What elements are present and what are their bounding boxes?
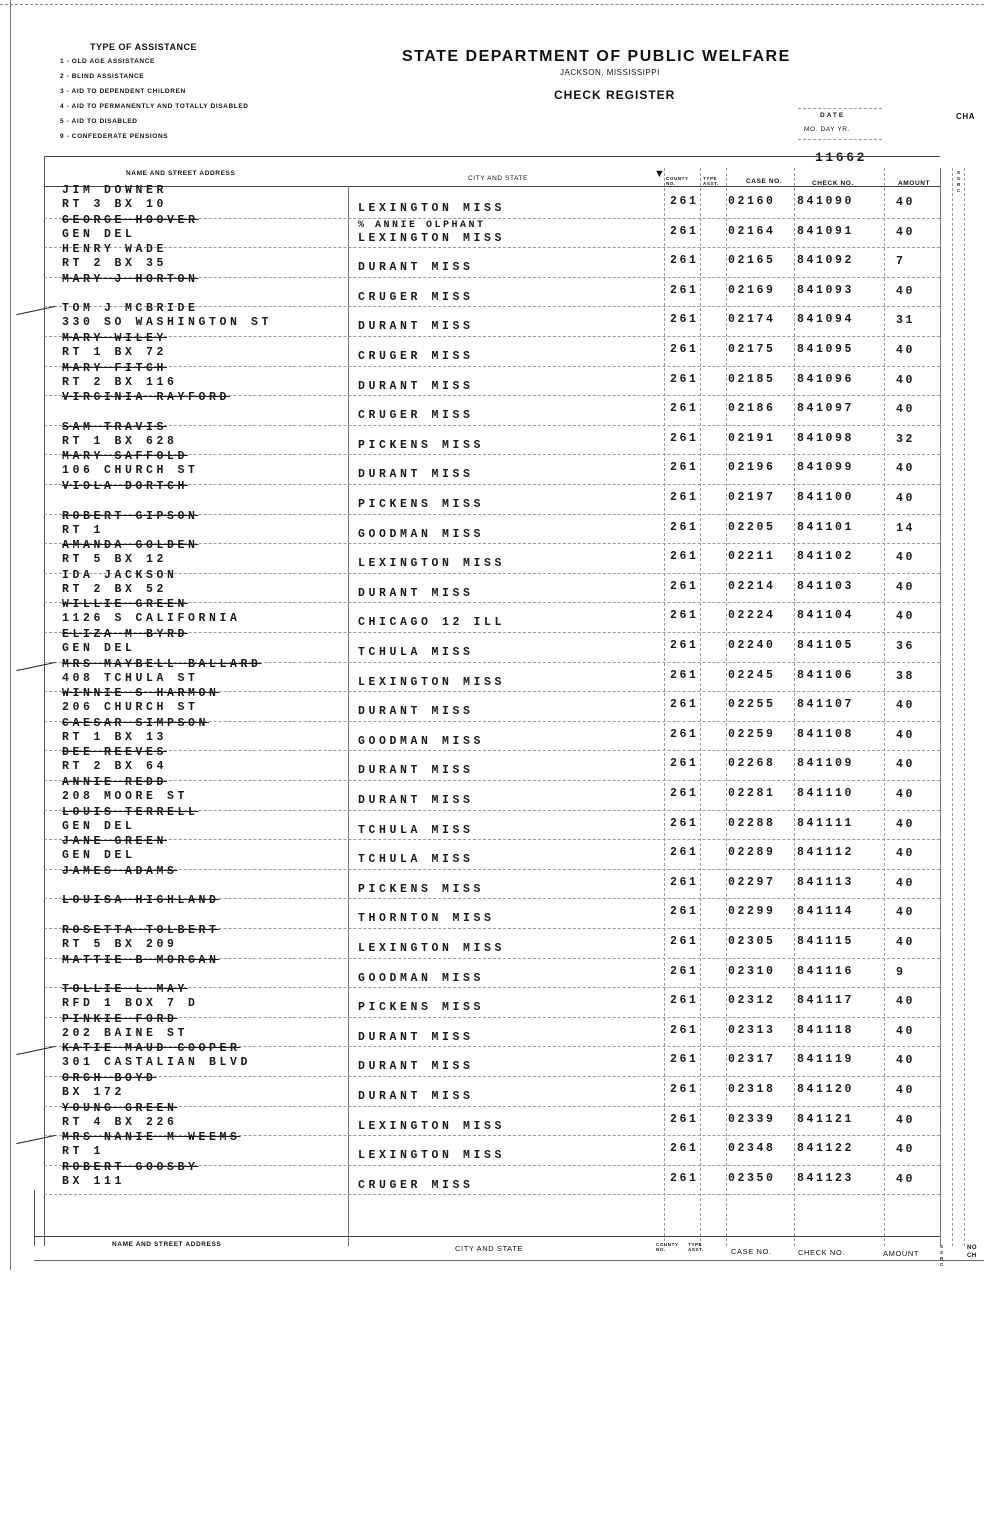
entry-city: CRUGER MISS [358,350,474,363]
entry-address: RT 2 BX 52 [62,582,168,596]
entry-case: 02196 [728,461,776,475]
entry-address: RT 2 BX 35 [62,257,168,271]
entry-name: VIRGINIA RAYFORD [62,391,231,405]
entry-amount: 40 [896,225,916,239]
entry-city: DURANT MISS [358,261,474,275]
entry-amount: 40 [896,1113,916,1127]
entry-county: 261 [670,787,699,800]
entry-city: GOODMAN MISS [358,971,485,985]
footer-amount: AMOUNT [883,1249,920,1258]
col-header-city: CITY AND STATE [468,175,529,182]
entry-amount: 40 [896,728,916,742]
entry-check: 841118 [797,1023,855,1037]
entry-check: 841094 [797,313,855,327]
entry-name: MARY WILEY [62,332,168,345]
col-divider [940,168,941,1246]
entry-address: BX 172 [62,1086,126,1099]
entry-address: RT 3 BX 10 [62,198,168,211]
entry-county: 261 [670,254,699,268]
entry-city: DURANT MISS [358,379,474,393]
header-rule [44,156,940,157]
entry-name: MARY J HORTON [62,272,199,286]
entry-city: DURANT MISS [358,320,474,334]
entry-check: 841100 [797,491,855,504]
entry-amount: 40 [896,788,916,801]
entry-county: 261 [670,875,699,889]
entry-name: WINNIE S HARMON [62,687,220,701]
entry-name: IDA JACKSON [62,568,178,582]
entry-county: 261 [670,727,699,741]
entry-county: 261 [670,1142,699,1156]
entry-case: 02160 [728,195,776,208]
entry-city: LEXINGTON MISS [358,557,506,571]
entry-county: 261 [670,195,699,208]
check-mark-icon [16,1135,55,1144]
entry-city: TCHULA MISS [358,823,474,837]
entry-amount: 40 [896,906,916,920]
entry-amount: 36 [896,640,916,653]
entry-county: 261 [670,1053,699,1067]
legend-item: 5 - AID TO DISABLED [60,118,138,125]
entry-city: DURANT MISS [358,764,474,778]
legend-item: 2 - BLIND ASSISTANCE [60,73,145,80]
date-label: DATE [820,112,846,119]
entry-check: 841116 [797,964,855,978]
entry-county: 261 [670,1171,699,1185]
check-mark-icon [16,1046,55,1055]
entry-case: 02164 [728,224,776,238]
entry-city: GOODMAN MISS [358,527,485,541]
entry-amount: 40 [896,1024,916,1038]
entry-check: 841096 [797,372,855,386]
entry-county: 261 [670,431,699,445]
entry-check: 841090 [797,195,855,208]
cut-label: CHA [956,112,976,121]
entry-name: MARY FITCH [62,361,168,375]
entry-check: 841091 [797,224,855,238]
entry-city: LEXINGTON MISS [358,1119,506,1133]
entry-case: 02165 [728,254,776,268]
entry-name: LOUISA HIGHLAND [62,894,220,908]
entry-name: MRS NANIE M WEEMS [62,1131,241,1145]
entry-name: ROSETTA TOLBERT [62,924,220,937]
entry-name: CAESAR SIMPSON [62,716,210,730]
entry-check: 841102 [797,550,855,564]
col-divider [700,168,701,1246]
row-separator [44,1076,940,1077]
entry-case: 02289 [728,846,776,860]
entry-name: YOUNG GREEN [62,1101,178,1115]
entry-amount: 9 [896,965,906,979]
entry-check: 841115 [797,935,855,948]
entry-address: 208 MOORE ST [62,790,189,803]
entry-address: 106 CHURCH ST [62,464,199,478]
entry-case: 02288 [728,816,776,830]
entry-city: GOODMAN MISS [358,734,485,748]
entry-check: 841111 [797,816,855,830]
entry-case: 02299 [728,905,776,919]
entry-amount: 40 [896,403,916,417]
entry-county: 261 [670,579,699,593]
entry-address: RT 2 BX 64 [62,760,168,774]
entry-county: 261 [670,964,699,978]
entry-name: ROBERT GIPSON [62,509,199,523]
entry-case: 02175 [728,343,776,356]
entry-case: 02214 [728,579,776,593]
entry-address: RT 4 BX 226 [62,1115,178,1129]
entry-city: DURANT MISS [358,794,474,807]
date-fields: MO. DAY YR. [804,126,850,133]
entry-name: LOUIS TERRELL [62,805,199,819]
entry-city: LEXINGTON MISS [358,1149,506,1163]
entry-amount: 40 [896,1054,916,1068]
footer-county: COUNTY NO. [656,1242,679,1252]
entry-case: 02350 [728,1171,776,1185]
entry-amount: 40 [896,610,916,624]
entry-case: 02169 [728,283,776,297]
footer-noch: NO CH [967,1245,978,1259]
entry-name: MATTIE B MORGAN [62,953,220,967]
entry-case: 02305 [728,935,776,948]
entry-county: 261 [670,283,699,297]
entry-city: PICKENS MISS [358,882,485,896]
row-separator [44,336,940,337]
col-divider [884,168,885,1246]
entry-case: 02255 [728,698,776,712]
entry-amount: 40 [896,284,916,298]
down-arrow-icon: ▼ [654,168,665,180]
legend-item: 3 - AID TO DEPENDENT CHILDREN [60,88,186,95]
entry-name: KATIE MAUD COOPER [62,1042,241,1056]
entry-amount: 40 [896,1084,916,1097]
entry-county: 261 [670,520,699,534]
entry-name: GEORGE HOOVER [62,213,199,227]
entry-address: RT 5 BX 12 [62,553,168,567]
entry-name: TOM J MCBRIDE [62,302,199,316]
entry-city: DURANT MISS [358,468,474,482]
entry-check: 841105 [797,639,855,652]
batch-number: 11662 [815,150,868,165]
entry-county: 261 [670,1083,699,1096]
entry-address: RFD 1 BOX 7 D [62,997,199,1011]
entry-amount: 40 [896,995,916,1009]
entry-amount: 40 [896,699,916,713]
entry-amount: 40 [896,936,916,949]
entry-city: PICKENS MISS [358,498,485,511]
entry-amount: 40 [896,1172,916,1186]
entry-city: TCHULA MISS [358,853,474,867]
header-rule-bottom [44,186,940,187]
entry-name: MARY SAFFOLD [62,450,189,464]
entry-case: 02268 [728,757,776,771]
entry-case: 02186 [728,402,776,416]
entry-case: 02313 [728,1023,776,1037]
entry-case: 02281 [728,787,776,800]
entry-city: DURANT MISS [358,1060,474,1074]
entry-address: GEN DEL [62,642,136,655]
entry-check: 841121 [797,1112,855,1126]
col-header-amount: AMOUNT [898,180,931,187]
entry-case: 02317 [728,1053,776,1067]
page-title: STATE DEPARTMENT OF PUBLIC WELFARE [402,48,791,65]
entry-check: 841092 [797,254,855,268]
entry-name: AMANDA GOLDEN [62,539,199,553]
check-mark-icon [16,661,55,670]
entry-name: JIM DOWNER [62,184,168,197]
entry-address: GEN DEL [62,849,136,863]
entry-amount: 38 [896,669,916,683]
entry-amount: 40 [896,344,916,357]
entry-case: 02245 [728,668,776,682]
footer-case: CASE NO. [731,1247,772,1256]
entry-address: RT 1 BX 13 [62,730,168,744]
entry-check: 841103 [797,579,855,593]
entry-amount: 40 [896,580,916,594]
col-header-county: COUNTY NO. [666,176,689,186]
entry-address: 301 CASTALIAN BLVD [62,1056,252,1070]
entry-check: 841108 [797,727,855,741]
col-header-check: CHECK NO. [812,180,854,187]
entry-case: 02205 [728,520,776,534]
entry-check: 841117 [797,994,855,1008]
col-divider [952,168,953,1246]
location: JACKSON, MISSISSIPPI [560,68,660,77]
entry-address: 408 TCHULA ST [62,671,199,685]
entry-county: 261 [670,491,699,504]
entry-county: 261 [670,224,699,238]
entry-address: 1126 S CALIFORNIA [62,612,241,626]
col-header-type: TYPE ASST. [703,176,719,186]
entry-case: 02348 [728,1142,776,1156]
entry-city: LEXINGTON MISS [358,942,506,955]
entry-county: 261 [670,461,699,475]
entry-name: JANE GREEN [62,835,168,849]
entry-case: 02197 [728,491,776,504]
entry-address: 202 BAINE ST [62,1026,189,1040]
entry-amount: 40 [896,1143,916,1157]
entry-check: 841114 [797,905,855,919]
col-header-src: S S R C [957,170,961,193]
entry-check: 841107 [797,698,855,712]
entry-check: 841104 [797,609,855,623]
entry-city: DURANT MISS [358,1090,474,1103]
row-separator [44,1106,940,1107]
entry-case: 02339 [728,1112,776,1126]
entry-case: 02318 [728,1083,776,1096]
entry-check: 841101 [797,520,855,534]
entry-county: 261 [670,757,699,771]
col-divider [726,168,727,1246]
entry-county: 261 [670,846,699,860]
entry-check: 841119 [797,1053,855,1067]
entry-county: 261 [670,1112,699,1126]
row-separator [44,869,940,870]
entry-address: RT 1 [62,1145,105,1159]
footer-city: CITY AND STATE [455,1244,523,1253]
legend-item: 4 - AID TO PERMANENTLY AND TOTALLY DISABLED [60,103,249,110]
left-binding-line [10,0,11,1270]
legend-title: TYPE OF ASSISTANCE [90,42,198,52]
entry-amount: 32 [896,432,916,446]
entry-amount: 40 [896,551,916,565]
row-separator [44,366,940,367]
col-divider [964,168,965,1246]
entry-amount: 40 [896,758,916,772]
entry-city: DURANT MISS [358,586,474,600]
col-divider [34,1190,35,1246]
col-header-case: CASE NO. [746,178,783,185]
entry-check: 841113 [797,875,855,889]
entry-city: DURANT MISS [358,1030,474,1044]
entry-name: DEE REEVES [62,746,168,760]
row-separator [44,1194,940,1195]
col-header-name: NAME AND STREET ADDRESS [126,170,236,177]
footer-name: NAME AND STREET ADDRESS [112,1241,222,1248]
entry-name: ELIZA M BYRD [62,628,189,641]
entry-name: ORGH BOYD [62,1072,157,1085]
row-separator [44,780,940,781]
entry-case: 02259 [728,727,776,741]
entry-case: 02312 [728,994,776,1008]
footer-rule [34,1236,940,1237]
entry-name: WILLIE GREEN [62,598,189,612]
entry-check: 841109 [797,757,855,771]
entry-name: VIOLA DORTCH [62,480,189,493]
entry-check: 841112 [797,846,855,860]
entry-county: 261 [670,313,699,327]
entry-case: 02174 [728,313,776,327]
entry-county: 261 [670,994,699,1008]
entry-amount: 40 [896,876,916,890]
entry-name: ROBERT GOOSBY [62,1160,199,1174]
entry-address: RT 2 BX 116 [62,375,178,389]
entry-county: 261 [670,698,699,712]
entry-amount: 14 [896,521,916,535]
entry-name: PINKIE FORD [62,1012,178,1026]
entry-name: MRS MAYBELL BALLARD [62,657,262,671]
entry-city: CRUGER MISS [358,409,474,423]
legend-item: 1 - OLD AGE ASSISTANCE [60,58,155,65]
entry-check: 841122 [797,1142,855,1156]
entry-county: 261 [670,343,699,356]
entry-county: 261 [670,609,699,623]
entry-check: 841097 [797,402,855,416]
entry-county: 261 [670,1023,699,1037]
entry-county: 261 [670,816,699,830]
entry-county: 261 [670,639,699,652]
footer-rule-bottom [34,1260,984,1261]
entry-city-note: % ANNIE OLPHANT [358,219,486,231]
footer-src: S S R C [940,1244,944,1267]
col-divider [348,186,349,1246]
entry-address: RT 1 BX 628 [62,434,178,448]
table-left-border [44,156,45,1246]
register-title: CHECK REGISTER [554,88,676,102]
entry-address: BX 111 [62,1174,126,1188]
entry-amount: 7 [896,255,906,269]
entry-amount: 40 [896,373,916,387]
entry-city: CRUGER MISS [358,290,474,304]
entry-address: RT 5 BX 209 [62,938,178,951]
entry-check: 841123 [797,1171,855,1185]
entry-city: CHICAGO 12 ILL [358,616,506,630]
entry-amount: 40 [896,817,916,831]
entry-case: 02211 [728,550,776,564]
entry-case: 02310 [728,964,776,978]
entry-check: 841099 [797,461,855,475]
row-separator [44,750,940,751]
entry-amount: 40 [896,847,916,861]
entry-case: 02224 [728,609,776,623]
row-separator [44,839,940,840]
entry-county: 261 [670,372,699,386]
legend-item: 9 - CONFEDERATE PENSIONS [60,133,169,140]
row-separator [44,573,940,574]
entry-name: ANNIE REDD [62,776,168,789]
entry-check: 841095 [797,343,855,356]
entry-county: 261 [670,550,699,564]
entry-city: DURANT MISS [358,705,474,719]
row-separator [44,247,940,248]
perforation-edge [0,4,984,5]
entry-case: 02297 [728,875,776,889]
entry-amount: 40 [896,462,916,476]
entry-county: 261 [670,668,699,682]
col-divider [794,168,795,1246]
entry-address: 206 CHURCH ST [62,701,199,715]
entry-amount: 31 [896,314,916,328]
entry-address: GEN DEL [62,227,136,241]
entry-check: 841120 [797,1083,855,1096]
entry-name: TOLLIE L MAY [62,983,189,997]
entry-city: PICKENS MISS [358,438,485,452]
entry-case: 02185 [728,372,776,386]
entry-name: HENRY WADE [62,243,168,257]
row-separator [44,425,940,426]
entry-city: THORNTON MISS [358,912,495,926]
col-divider [664,168,665,1246]
entry-address: RT 1 BX 72 [62,346,168,359]
entry-county: 261 [670,935,699,948]
entry-check: 841098 [797,431,855,445]
entry-county: 261 [670,402,699,416]
entry-city: TCHULA MISS [358,646,474,659]
row-separator [44,1017,940,1018]
entry-amount: 40 [896,196,916,209]
entry-amount: 40 [896,492,916,505]
entry-county: 261 [670,905,699,919]
entry-check: 841106 [797,668,855,682]
entry-address: 330 SO WASHINGTON ST [62,316,273,330]
entry-city: PICKENS MISS [358,1001,485,1015]
footer-check: CHECK NO. [798,1248,846,1257]
entry-check: 841110 [797,787,855,800]
entry-address: RT 1 [62,523,105,537]
footer-type: TYPE ASST. [688,1242,704,1252]
entry-name: SAM TRAVIS [62,420,168,434]
entry-address: GEN DEL [62,819,136,833]
entry-city: LEXINGTON MISS [358,675,506,689]
entry-city: LEXINGTON MISS [358,202,506,215]
entry-case: 02240 [728,639,776,652]
check-mark-icon [16,306,55,315]
entry-city: CRUGER MISS [358,1178,474,1192]
entry-name: JAMES ADAMS [62,864,178,878]
entry-city: LEXINGTON MISS [358,231,506,245]
entry-check: 841093 [797,283,855,297]
entry-case: 02191 [728,431,776,445]
